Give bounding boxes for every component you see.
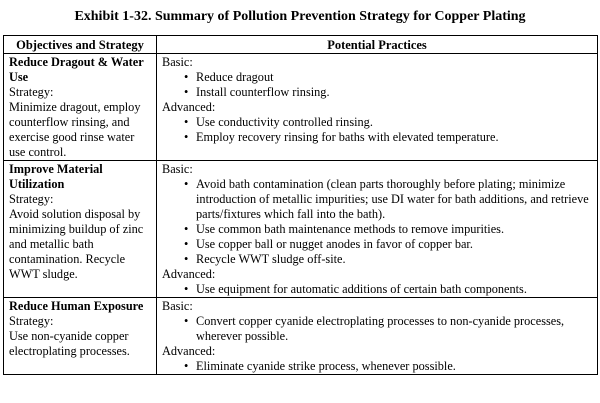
objective-title: Improve Material Utilization [9, 162, 103, 191]
advanced-practice-list [162, 282, 594, 297]
basic-practice-list [162, 177, 594, 267]
advanced-label: Advanced: [162, 344, 216, 358]
list-item: • Use common bath maintenance methods to remove impurities. [184, 222, 594, 237]
table-row [4, 161, 598, 298]
objective-cell [4, 298, 157, 375]
list-item: • Use equipment for automatic additions of certain bath components. [184, 282, 594, 297]
list-item: • Employ recovery rinsing for baths with elevated temperature. [184, 130, 594, 145]
strategy-text: Use non-cyanide copper electroplating processes. [9, 329, 130, 358]
strategy-text: Minimize dragout, employ counterflow rinsing, and exercise good rinse water use control. [9, 100, 141, 159]
header-objectives: Objectives and Strategy [4, 36, 157, 54]
list-item: • Use conductivity controlled rinsing. [184, 115, 594, 130]
basic-label: Basic: [162, 299, 193, 313]
objective-title: Reduce Human Exposure [9, 299, 144, 313]
header-practices: Potential Practices [157, 36, 598, 54]
strategy-table [3, 35, 598, 375]
list-item: • Recycle WWT sludge off-site. [184, 252, 594, 267]
basic-practice-list [162, 70, 594, 100]
table-header-row [4, 36, 598, 54]
practices-cell [157, 161, 598, 298]
basic-practice-list [162, 314, 594, 344]
list-item: • Reduce dragout [184, 70, 594, 85]
practices-cell [157, 54, 598, 161]
list-item: • Avoid bath contamination (clean parts thoroughly before plating; minimize introduction of metallic impurities; use DI water for bath additions, and retrieve parts/fixtures which fall into the bath). [184, 177, 594, 222]
table-body [4, 54, 598, 375]
objective-title: Reduce Dragout & Water Use [9, 55, 144, 84]
objective-cell [4, 54, 157, 161]
strategy-label: Strategy: [9, 192, 54, 206]
advanced-practice-list [162, 115, 594, 145]
strategy-text: Avoid solution disposal by minimizing buildup of zinc and metallic bath contamination. Recycle WWT sludge. [9, 207, 144, 281]
table-row [4, 298, 598, 375]
practices-cell [157, 298, 598, 375]
objective-cell [4, 161, 157, 298]
strategy-label: Strategy: [9, 314, 54, 328]
basic-label: Basic: [162, 162, 193, 176]
list-item: • Install counterflow rinsing. [184, 85, 594, 100]
basic-label: Basic: [162, 55, 193, 69]
list-item: • Convert copper cyanide electroplating processes to non-cyanide processes, wherever possible. [184, 314, 594, 344]
exhibit-title: Exhibit 1-32. Summary of Pollution Prevention Strategy for Copper Plating [74, 9, 526, 24]
table-row [4, 54, 598, 161]
list-item: • Use copper ball or nugget anodes in favor of copper bar. [184, 237, 594, 252]
advanced-practice-list [162, 359, 594, 374]
strategy-label: Strategy: [9, 85, 54, 99]
advanced-label: Advanced: [162, 267, 216, 281]
list-item: • Eliminate cyanide strike process, whenever possible. [184, 359, 594, 374]
advanced-label: Advanced: [162, 100, 216, 114]
